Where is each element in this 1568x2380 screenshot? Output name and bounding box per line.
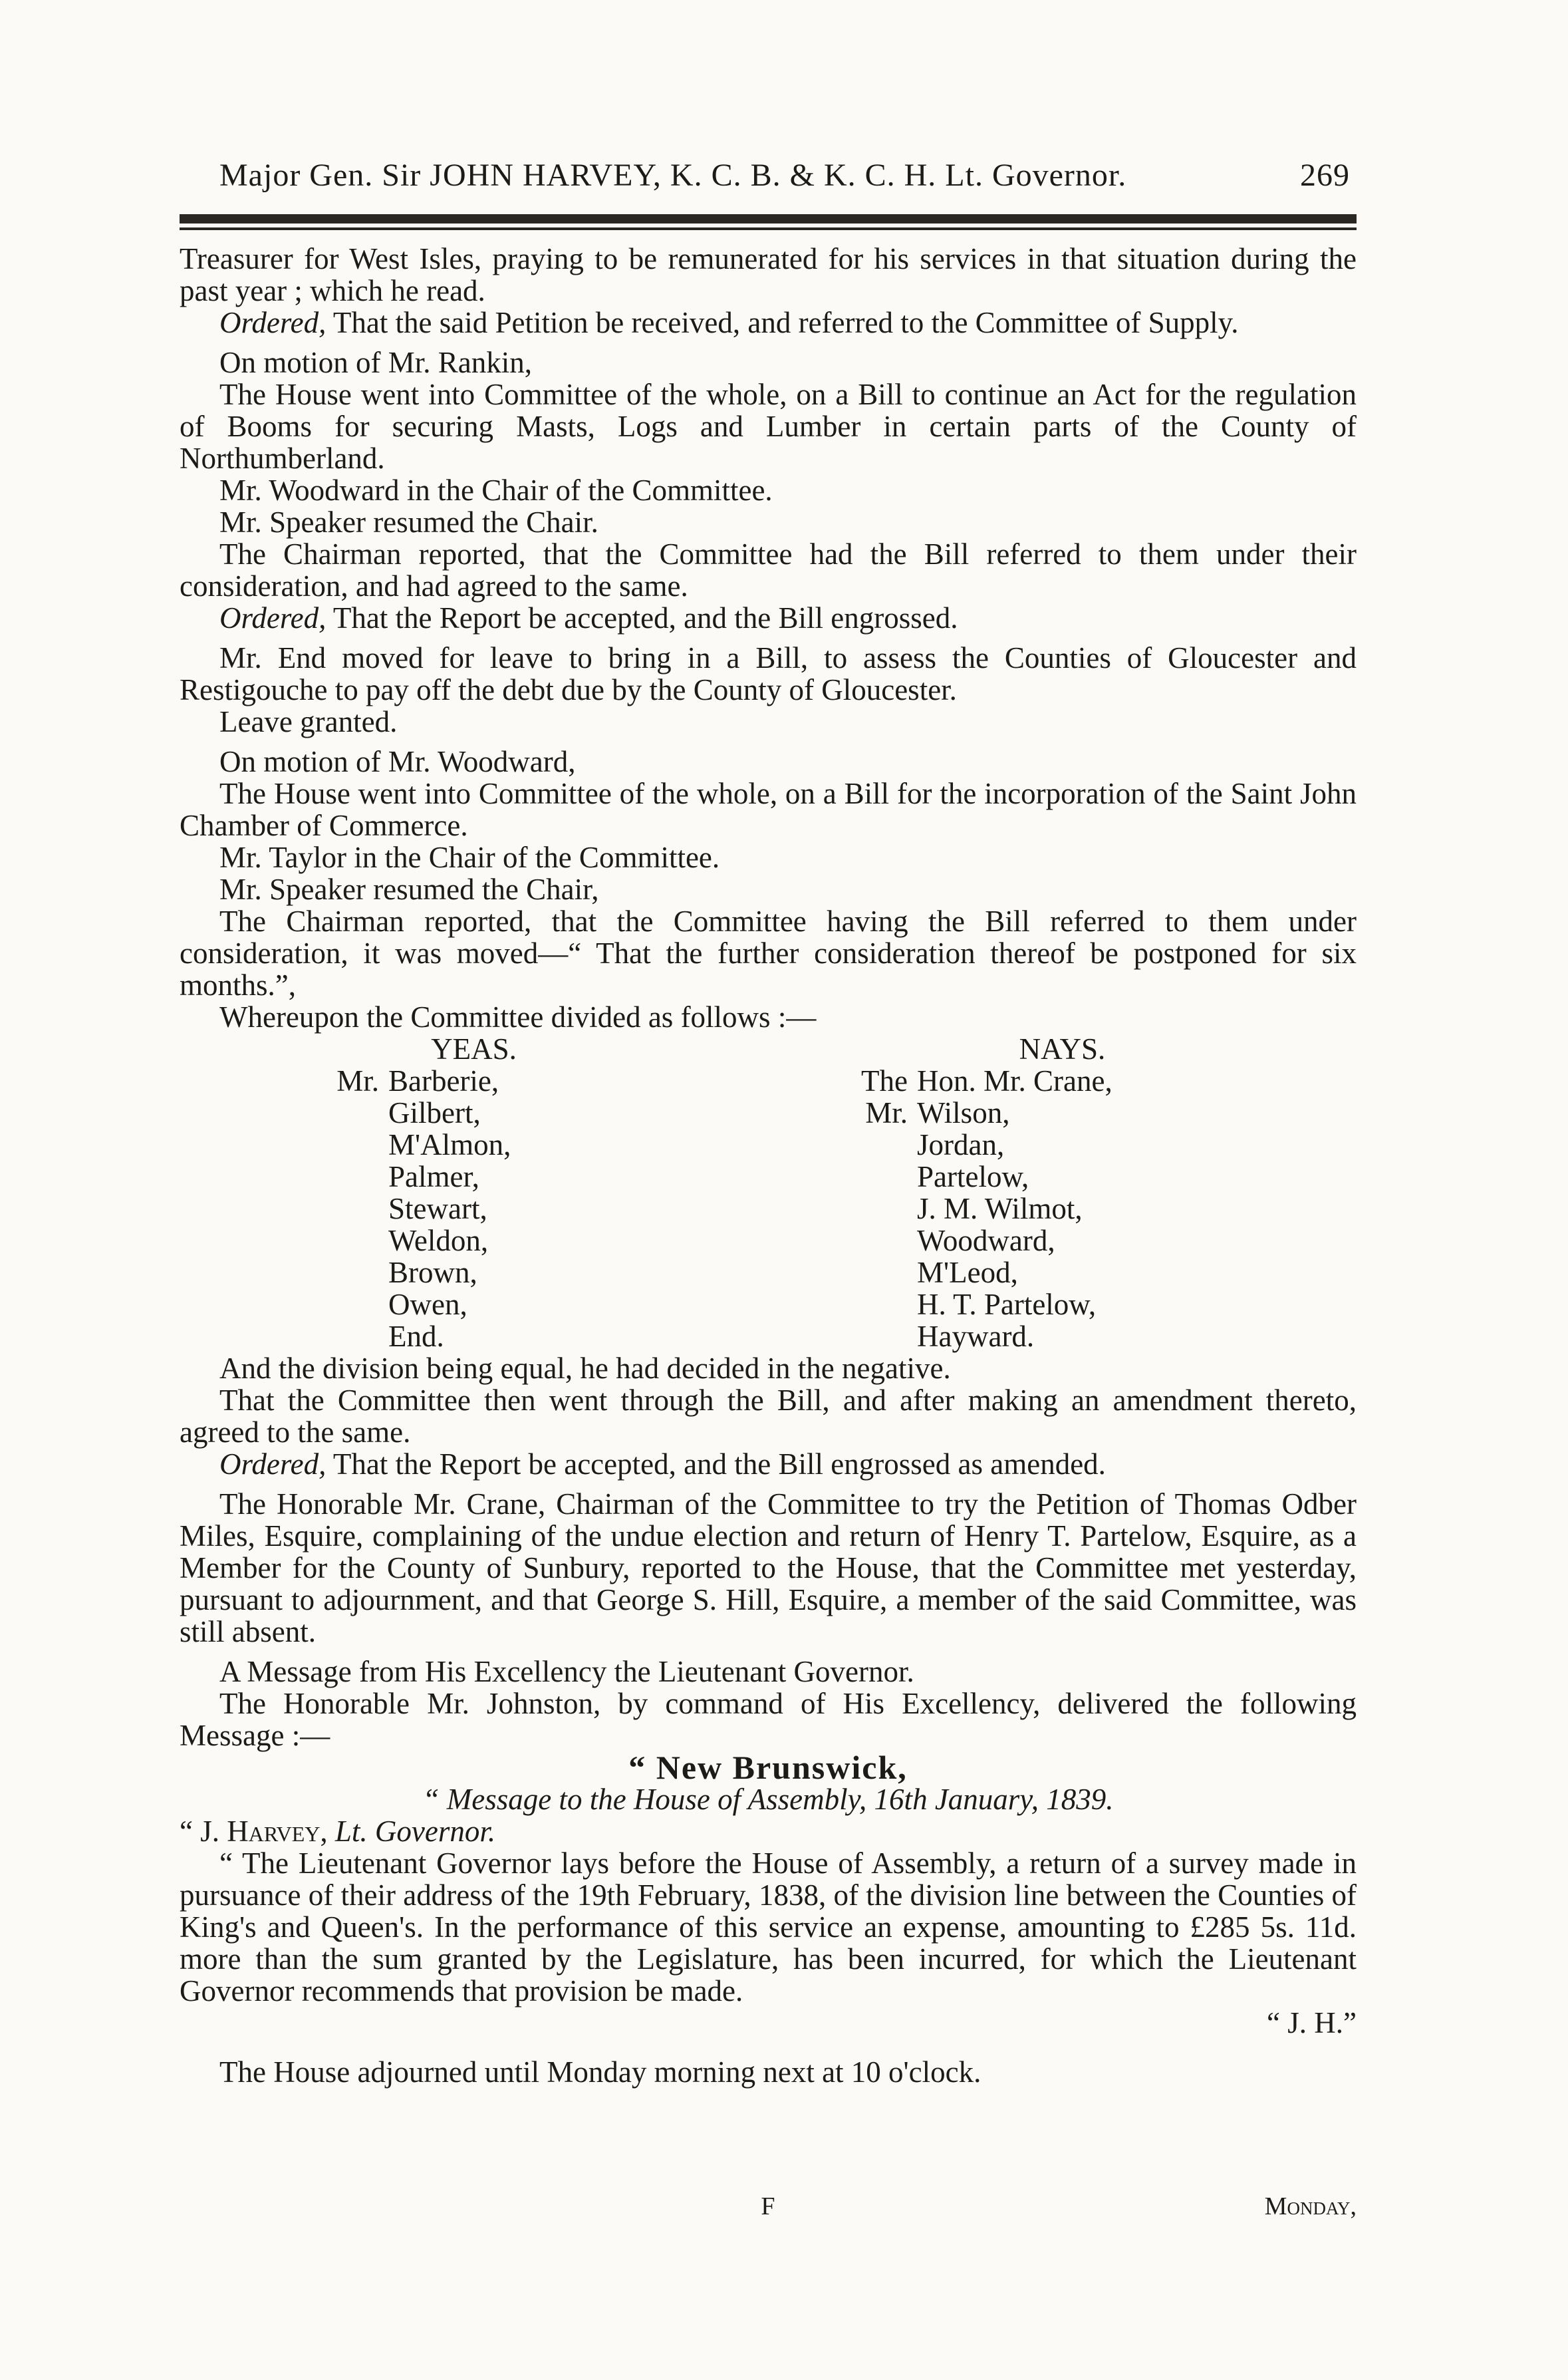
vote-prefix <box>180 1288 388 1320</box>
vote-name: H. T. Partelow, <box>917 1288 1097 1321</box>
vote-row <box>768 1161 1357 1193</box>
paragraph: Leave granted. <box>219 705 398 738</box>
vote-name: End. <box>388 1320 444 1353</box>
paragraph-text: That the Report be accepted, and the Bill engrossed. <box>332 601 958 635</box>
paragraph: Mr. Speaker resumed the Chair, <box>219 873 599 906</box>
signatory-name: “ J. Harvey, <box>180 1815 328 1848</box>
vote-prefix <box>180 1129 388 1161</box>
vote-row <box>180 1129 768 1161</box>
vote-row <box>180 1320 768 1352</box>
vote-prefix <box>768 1129 917 1161</box>
paragraph: The Chairman reported, that the Committee having the Bill referred to them under consideration, it was moved—“ That the further consideration thereof be postponed for six months.”, <box>180 905 1357 1002</box>
vote-row <box>768 1129 1357 1161</box>
paragraph: Mr. Speaker resumed the Chair. <box>219 506 598 539</box>
message-body: “ The Lieutenant Governor lays before the House of Assembly, a return of a survey made in pursuance of their address of the 19th February, 1838, of the division line between the Counties of King's and Queen's. In the performance of this service an expense, amounting to £285 5s. 11d. more than the sum granted by the Legislature, has been incurred, for which the Lieutenant Governor recommends that provision be made. <box>180 1847 1357 2008</box>
header-rule-thick <box>180 214 1357 223</box>
vote-name: Stewart, <box>388 1192 487 1225</box>
paragraph: On motion of Mr. Woodward, <box>219 745 576 778</box>
message-dateline: “ Message to the House of Assembly, 16th January, 1839. <box>422 1783 1114 1816</box>
vote-row <box>180 1161 768 1193</box>
vote-name: M'Leod, <box>917 1256 1018 1289</box>
paragraph: On motion of Mr. Rankin, <box>219 346 532 379</box>
vote-prefix <box>180 1161 388 1193</box>
paragraph: The House adjourned until Monday morning next at 10 o'clock. <box>219 2055 981 2089</box>
footer-spacer <box>180 2192 568 2221</box>
ordered-lead: Ordered, <box>219 306 327 339</box>
message-signatory <box>180 1815 1357 1847</box>
paragraph-text: That the said Petition be received, and referred to the Committee of Supply. <box>332 306 1239 339</box>
vote-prefix <box>180 1097 388 1129</box>
paragraph <box>180 602 1357 634</box>
paragraph: Mr. End moved for leave to bring in a Bill, to assess the Counties of Gloucester and Restigouche to pay off the debt due by the County of Gloucester. <box>180 641 1357 706</box>
vote-row <box>180 1257 768 1288</box>
vote-name: Weldon, <box>388 1224 489 1257</box>
paragraph: Mr. Taylor in the Chair of the Committee. <box>219 841 720 874</box>
vote-prefix: Mr. <box>336 1064 379 1098</box>
paragraph: The Chairman reported, that the Committee had the Bill referred to them under their consideration, and had agreed to the same. <box>180 537 1357 603</box>
message-heading: “ New Brunswick, <box>628 1749 908 1786</box>
vote-row <box>180 1097 768 1129</box>
vote-prefix <box>768 1257 917 1288</box>
message-initials: “ J. H.” <box>1267 2006 1357 2039</box>
paragraph: The House went into Committee of the whole, on a Bill for the incorporation of the Saint John Chamber of Commerce. <box>180 777 1357 842</box>
paragraph-text: That the Report be accepted, and the Bill engrossed as amended. <box>332 1447 1106 1481</box>
vote-name: Gilbert, <box>388 1096 481 1129</box>
paragraph: Whereupon the Committee divided as follows :— <box>219 1000 817 1034</box>
vote-row <box>768 1097 1357 1129</box>
page-footer <box>180 2192 1357 2221</box>
yeas-heading: YEAS. <box>431 1032 517 1066</box>
running-title: Major Gen. Sir JOHN HARVEY, K. C. B. & K. C. H. Lt. Governor. <box>219 158 1127 193</box>
ordered-lead: Ordered, <box>219 601 327 635</box>
vote-name: Hon. Mr. Crane, <box>917 1064 1112 1098</box>
vote-prefix: The <box>861 1064 908 1098</box>
paragraph: The House went into Committee of the whole, on a Bill to continue an Act for the regulation of Booms for securing Masts, Logs and Lumber in certain parts of the County of Northumberland. <box>180 378 1357 475</box>
vote-prefix <box>768 1161 917 1193</box>
vote-prefix <box>768 1193 917 1225</box>
signature-mark: F <box>761 2192 775 2220</box>
paragraph: Treasurer for West Isles, praying to be remunerated for his services in that situation during the past year ; which he read. <box>180 242 1357 307</box>
vote-name: Barberie, <box>388 1064 499 1098</box>
vote-prefix <box>180 1257 388 1288</box>
paragraph: A Message from His Excellency the Lieutenant Governor. <box>219 1655 914 1688</box>
vote-name: Palmer, <box>388 1160 479 1193</box>
vote-row <box>768 1065 1357 1097</box>
page-number: 269 <box>1300 158 1350 193</box>
paragraph: And the division being equal, he had decided in the negative. <box>219 1352 951 1385</box>
vote-name: Partelow, <box>917 1160 1029 1193</box>
nays-column <box>768 1033 1357 1352</box>
vote-row <box>180 1065 768 1097</box>
vote-row <box>768 1320 1357 1352</box>
vote-row <box>768 1225 1357 1257</box>
signatory-title: Lt. Governor. <box>334 1815 496 1848</box>
vote-row <box>180 1193 768 1225</box>
vote-name: Jordan, <box>917 1128 1005 1161</box>
vote-prefix <box>180 1225 388 1257</box>
body-text <box>180 243 1357 2088</box>
vote-name: J. M. Wilmot, <box>917 1192 1083 1225</box>
vote-name: Hayward. <box>917 1320 1035 1353</box>
vote-prefix <box>768 1320 917 1352</box>
division-list <box>180 1033 1357 1352</box>
paragraph: The Honorable Mr. Crane, Chairman of the Committee to try the Petition of Thomas Odber Miles, Esquire, complaining of the undue election and return of Henry T. Partelow, Esquire, as a Member for the County of Sunbury, reported to the House, that the Committee met yesterday, pursuant to adjournment, and that George S. Hill, Esquire, a member of the said Committee, was still absent. <box>180 1487 1357 1648</box>
vote-name: Brown, <box>388 1256 477 1289</box>
paragraph <box>180 1448 1357 1480</box>
vote-prefix <box>180 1193 388 1225</box>
yeas-column <box>180 1033 768 1352</box>
vote-row <box>768 1193 1357 1225</box>
vote-name: Wilson, <box>917 1096 1010 1129</box>
paragraph: The Honorable Mr. Johnston, by command of His Excellency, delivered the following Message :— <box>180 1687 1357 1752</box>
running-header <box>219 157 1350 194</box>
header-rule-thin <box>180 227 1357 230</box>
vote-prefix <box>180 1320 388 1352</box>
paragraph <box>180 307 1357 339</box>
paragraph: That the Committee then went through the Bill, and after making an amendment thereto, agreed to the same. <box>180 1384 1357 1449</box>
vote-prefix <box>768 1288 917 1320</box>
vote-row <box>180 1288 768 1320</box>
vote-row <box>768 1288 1357 1320</box>
vote-row <box>180 1225 768 1257</box>
catchword: Monday, <box>1264 2192 1357 2220</box>
vote-name: Woodward, <box>917 1224 1055 1257</box>
vote-name: Owen, <box>388 1288 467 1321</box>
ordered-lead: Ordered, <box>219 1447 327 1481</box>
vote-prefix: Mr. <box>865 1096 908 1129</box>
paragraph: Mr. Woodward in the Chair of the Committee. <box>219 474 773 507</box>
nays-heading: NAYS. <box>1019 1032 1106 1066</box>
vote-name: M'Almon, <box>388 1128 511 1161</box>
vote-row <box>768 1257 1357 1288</box>
vote-prefix <box>768 1225 917 1257</box>
